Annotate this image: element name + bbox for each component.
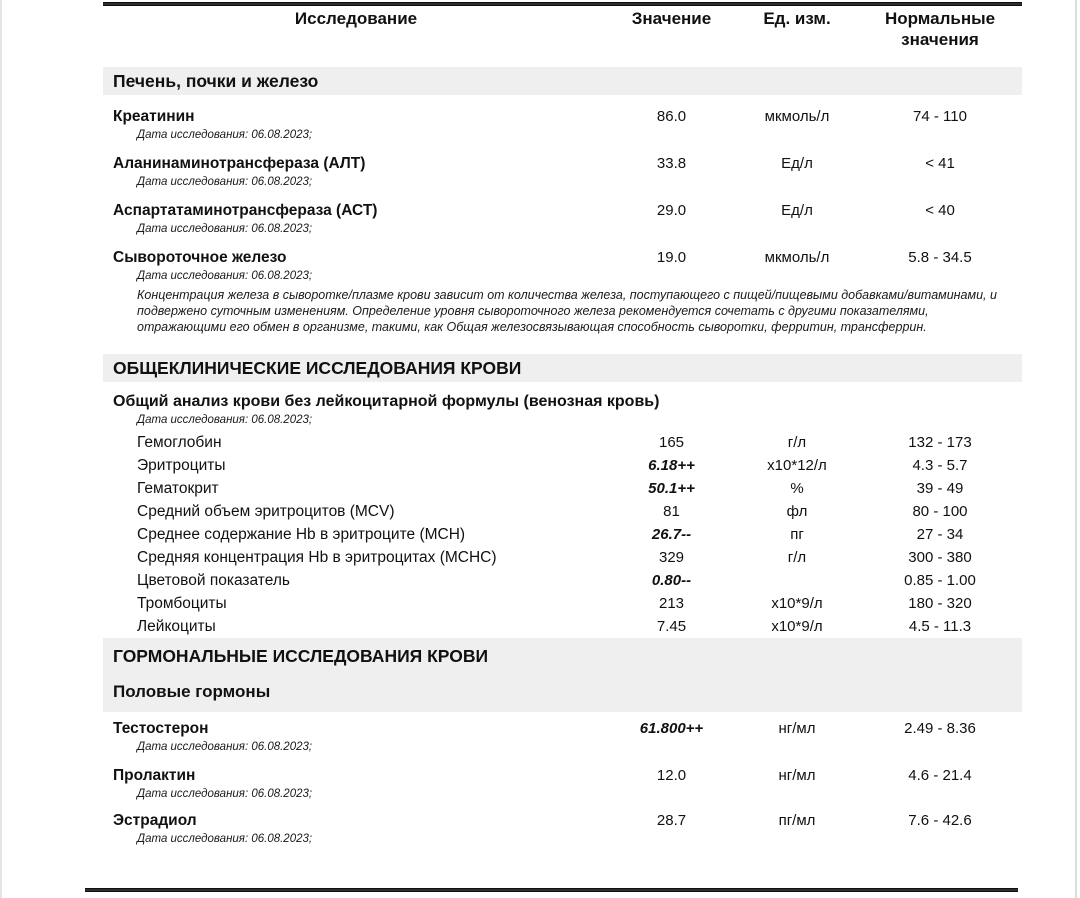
test-unit: мкмоль/л [764,249,830,266]
test-name: Аспартатаминотрансфераза (АСТ) [113,202,378,219]
table-row [103,431,1022,454]
test-value: 6.18++ [648,457,695,474]
test-name: Гематокрит [137,480,219,497]
test-normal: 132 - 173 [908,434,972,451]
section-header [103,354,1022,382]
table-row [103,546,1022,569]
test-value: 12.0 [656,767,687,784]
test-name: Гемоглобин [137,434,222,451]
study-date: Дата исследования: 06.08.2023; [137,414,313,426]
bottom-rule [85,888,1018,892]
test-normal: 39 - 49 [916,480,964,497]
result-row [103,523,1022,546]
test-value: 329 [658,549,685,566]
test-name: Эстрадиол [113,812,197,829]
test-unit: г/л [787,434,807,451]
test-unit: Ед/л [781,202,813,219]
table-row [103,500,1022,523]
test-value: 7.45 [656,618,687,635]
result-row [103,546,1022,569]
result-row [103,810,1022,832]
table-row [103,810,1022,846]
table-row [103,569,1022,592]
test-unit: фл [786,503,808,520]
test-unit: пг/мл [778,812,816,829]
test-normal: 180 - 320 [908,595,972,612]
test-normal: 4.3 - 5.7 [912,457,968,474]
test-name: Лейкоциты [137,618,216,635]
result-row [103,247,1022,269]
table-row [103,391,1022,427]
study-date: Дата исследования: 06.08.2023; [137,223,313,235]
test-unit: % [790,480,804,497]
table-row [103,106,1022,142]
study-date: Дата исследования: 06.08.2023; [137,176,313,188]
page-left-edge [0,0,2,898]
test-unit: нг/мл [778,767,816,784]
column-header-normal: Нормальные значения [884,9,996,49]
study-date: Дата исследования: 06.08.2023; [137,741,313,753]
test-name: Эритроциты [137,457,226,474]
result-row [103,500,1022,523]
result-row [103,765,1022,787]
result-row [103,106,1022,128]
section-title: ГОРМОНАЛЬНЫЕ ИССЛЕДОВАНИЯ КРОВИ [113,646,489,666]
test-value: 0.80-- [651,572,692,589]
test-normal: 27 - 34 [916,526,964,543]
test-value: 81 [663,503,680,520]
test-unit: мкмоль/л [764,108,830,125]
test-value: 213 [658,595,685,612]
table-row [103,247,1022,283]
test-normal: 4.5 - 11.3 [908,618,972,635]
study-date: Дата исследования: 06.08.2023; [137,833,313,845]
table-row [103,523,1022,546]
table-row [103,200,1022,236]
test-normal: 4.6 - 21.4 [908,767,972,784]
table-row [103,592,1022,615]
test-unit: пг [790,526,804,543]
test-value: 19.0 [656,249,687,266]
test-name: Сывороточное железо [113,249,287,266]
test-name: Креатинин [113,108,195,125]
section-title: Печень, почки и железо [113,71,319,91]
study-date: Дата исследования: 06.08.2023; [137,788,313,800]
test-value: 33.8 [656,155,687,172]
test-name: Средний объем эритроцитов (MCV) [137,503,395,520]
test-unit: х10*9/л [771,595,823,612]
test-normal: 0.85 - 1.00 [904,572,976,589]
report-content [103,0,1022,846]
result-row [103,592,1022,615]
test-value: 165 [658,434,685,451]
table-row [103,718,1022,754]
test-value: 26.7-- [651,526,692,543]
test-normal: 74 - 110 [913,108,967,125]
test-normal: 300 - 380 [908,549,972,566]
table-row [103,153,1022,189]
table-row [103,454,1022,477]
test-unit: нг/мл [778,720,816,737]
test-value: 28.7 [656,812,687,829]
table-row [103,615,1022,638]
test-normal: < 40 [925,202,955,219]
study-date: Дата исследования: 06.08.2023; [137,129,313,141]
test-value: 29.0 [656,202,687,219]
test-unit: Ед/л [781,155,813,172]
section-header [103,67,1022,95]
test-normal: < 41 [925,155,955,172]
result-row [103,454,1022,477]
subsection-title: Половые гормоны [113,682,271,701]
test-name: Пролактин [113,767,196,784]
result-row [103,477,1022,500]
column-header-value: Значение [631,9,712,28]
page-right-edge [1075,0,1077,898]
study-date: Дата исследования: 06.08.2023; [137,270,313,282]
result-row [103,200,1022,222]
table-row [103,765,1022,801]
test-name: Цветовой показатель [137,572,290,589]
result-row [103,615,1022,638]
test-name: Среднее содержание Hb в эритроците (MCH) [137,526,466,543]
test-value: 61.800++ [639,720,704,737]
panel-title: Общий анализ крови без лейкоцитарной формулы (венозная кровь) [113,393,660,410]
test-normal: 80 - 100 [912,503,968,520]
test-unit: х10*12/л [767,457,827,474]
test-name: Аланинаминотрансфераза (АЛТ) [113,155,366,172]
test-name: Средняя концентрация Hb в эритроцитах (MCHC) [137,549,497,566]
test-name: Тестостерон [113,720,209,737]
result-row [103,153,1022,175]
test-unit: г/л [787,549,807,566]
result-row [103,431,1022,454]
section-title: ОБЩЕКЛИНИЧЕСКИЕ ИССЛЕДОВАНИЯ КРОВИ [113,358,522,378]
table-row [103,477,1022,500]
test-value: 50.1++ [648,480,695,497]
table-header [103,6,1022,50]
column-header-test: Исследование [294,9,418,28]
section-header-group [103,638,1022,712]
top-rule [103,2,1022,6]
test-name: Тромбоциты [137,595,227,612]
test-normal: 2.49 - 8.36 [904,720,976,737]
column-header-unit: Ед. изм. [763,9,831,28]
result-row [103,569,1022,592]
test-normal: 5.8 - 34.5 [908,249,972,266]
test-normal: 7.6 - 42.6 [908,812,972,829]
test-value: 86.0 [656,108,687,125]
test-unit: х10*9/л [771,618,823,635]
note-text: Концентрация железа в сыворотке/плазме крови зависит от количества железа, поступающего с пищей/пищевыми добавками/витаминами, и подвержено суточным изменениям. Определение уровня сывороточного железа рекомендуется сочетать с другими показателями, отражающими его обмен в организме, такими, как Общая железосвязывающая способность сыворотки, ферритин, трансферрин. [137,288,997,334]
results-table [103,67,1022,846]
result-row [103,718,1022,740]
